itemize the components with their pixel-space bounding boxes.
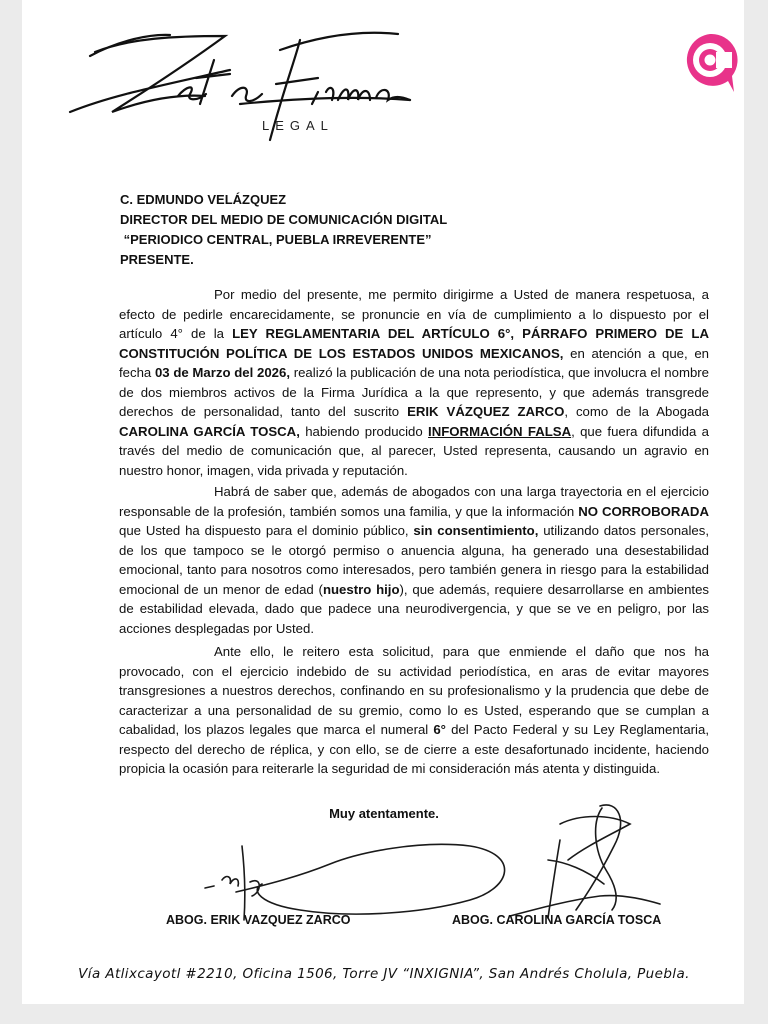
paragraph-2: [119, 482, 709, 638]
zeta-firma-logo: [0, 0, 460, 160]
p1-text-6: , que fuera difundida a través del medio de comunicación que, al parecer, Usted representa, causando un agravio en nuestro honor, imagen, vida privada y reputación.: [119, 423, 709, 478]
addressee-name: C. EDMUNDO VELÁZQUEZ: [120, 192, 287, 207]
p1-text-1: Por medio del presente, me permito dirigirme a Usted de manera respetuosa, a efecto de pedirle encarecidamente, se pronuncie en vía de cumplimiento a lo dispuesto por el artículo 4° de la: [119, 287, 709, 341]
signatory-1-name: ABOG. ERIK VAZQUEZ ZARCO: [166, 913, 351, 927]
p2-text-4: ), que además, requiere desarrollarse en ambientes de estabilidad elevada, dado que padece una neurodivergencia, y que se ve en peligro, por las acciones desplegadas por Usted.: [119, 581, 709, 636]
paragraph-3: [119, 642, 709, 779]
p2-text-3: utilizando datos personales, de los que tampoco se le otorgó permiso o anuencia alguna, ha generado una desestabilidad emocional, tanto para nosotros como interesados, pero también genera in riesgo para la estabilidad emocional de un menor de edad (: [119, 523, 709, 597]
p1-date: 03 de Marzo del 2026,: [154, 365, 290, 380]
p3-text-1: Ante ello, le reitero esta solicitud, para que enmiende el daño que nos ha provocado, con el ejercicio indebido de su actividad periodística, en aras de evitar mayores transgresiones a nuestros derechos, confinando en su profesionalismo y la prudencia que debe de caracterizar a una personalidad de su gremio, como lo es Usted, esperando que se cumplan a cabalidad, los plazos legales que marca el numeral: [119, 644, 709, 737]
closing-salutation: Muy atentamente.: [329, 806, 439, 821]
addressee-block: [120, 190, 640, 270]
p2-not-corroborated: NO CORROBORADA: [578, 503, 709, 519]
p3-text-2: del Pacto Federal y su Ley Reglamentaria, respecto del derecho de réplica, y con ello, se de cierre a este desafortunado incidente, haciendo propicia la ocasión para reiterarle la seguridad de mi consideración más atenta y distinguida.: [119, 722, 709, 776]
p2-text-1: Habrá de saber que, además de abogados con una larga trayectoria en el ejercicio responsable de la profesión, también somos una familia, y que la información: [119, 484, 709, 519]
paragraph-1: [119, 285, 709, 480]
p3-article-number: 6°: [433, 722, 446, 737]
p1-name-carolina: CAROLINA GARCÍA TOSCA,: [119, 423, 300, 439]
p1-text-3: realizó la publicación de una nota periodística, que involucra el nombre de dos miembros activos de la Firma Jurídica a la que represento, y que además transgrede derechos de personalidad, tanto del suscrito: [119, 365, 710, 419]
p1-false-info: INFORMACIÓN FALSA: [428, 423, 572, 439]
addressee-outlet: “PERIODICO CENTRAL, PUEBLA IRREVERENTE”: [120, 232, 432, 247]
p1-text-4: , como de la Abogada: [564, 404, 709, 419]
addressee-title: DIRECTOR DEL MEDIO DE COMUNICACIÓN DIGITAL: [120, 212, 448, 227]
p2-text-2: que Usted ha dispuesto para el dominio público,: [119, 523, 414, 538]
p1-name-erik: ERIK VÁZQUEZ ZARCO: [407, 404, 565, 419]
footer-address: Vía Atlixcayotl #2210, Oficina 1506, Torre JV “INXIGNIA”, San Andrés Cholula, Puebla.: [78, 966, 690, 982]
signatory-2-name: ABOG. CAROLINA GARCÍA TOSCA: [452, 913, 662, 927]
p1-law-name: LEY REGLAMENTARIA DEL ARTÍCULO 6°, PÁRRAFO PRIMERO DE LA CONSTITUCIÓN POLÍTICA DE LOS ESTADOS UNIDOS MEXICANOS,: [119, 326, 709, 361]
p2-our-son: nuestro hijo: [322, 581, 400, 597]
addressee-present: PRESENTE.: [120, 252, 194, 267]
letterhead: [0, 0, 768, 160]
p1-text-5: habiendo producido: [299, 423, 429, 439]
p1-text-2: en atención a que, en fecha: [119, 345, 709, 380]
p2-no-consent: sin consentimiento,: [413, 523, 539, 538]
legal-wordmark: LEGAL: [262, 118, 334, 133]
c-chat-bubble-icon: [680, 30, 740, 96]
